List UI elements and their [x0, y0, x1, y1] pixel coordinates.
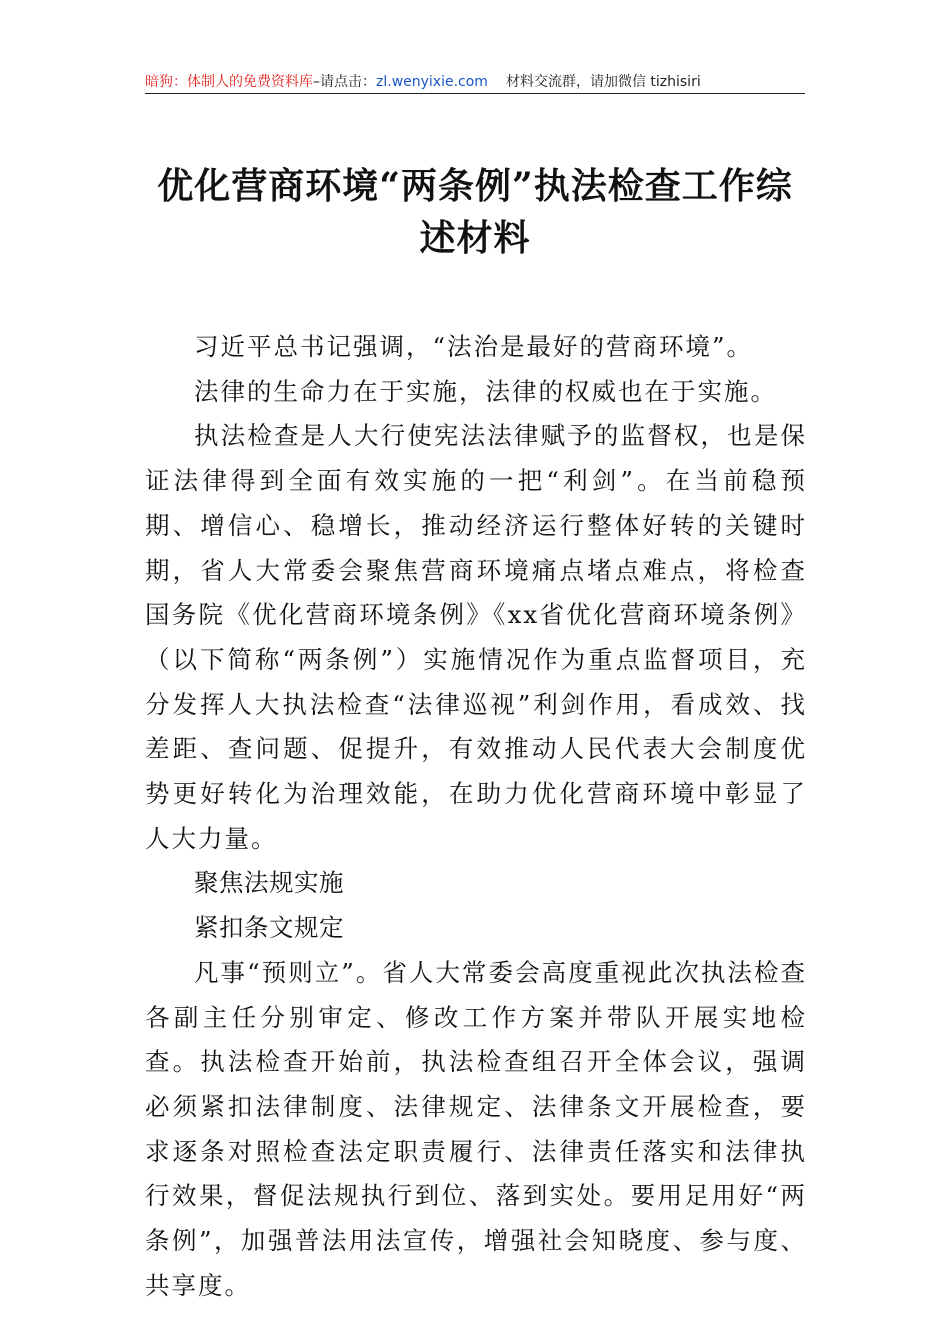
- body-paragraph: 执法检查是人大行使宪法法律赋予的监督权，也是保证法律得到全面有效实施的一把“利剑”。在当前稳预期、增信心、稳增长，推动经济运行整体好转的关键时期，省人大常委会聚焦营商环境痛点堵点难点，将检查国务院《优化营商环境条例》《xx省优化营商环境条例》（以下简称“两条例”）实施情况作为重点监督项目，充分发挥人大执法检查“法律巡视”利剑作用，看成效、找差距、查问题、促提升，有效推动人民代表大会制度优势更好转化为治理效能，在助力优化营商环境中彰显了人大力量。: [145, 421, 807, 853]
- body-paragraph: 法律的生命力在于实施，法律的权威也在于实施。: [194, 376, 777, 406]
- section-heading: 聚焦法规实施: [194, 868, 344, 898]
- document-body: [145, 325, 807, 1308]
- header-group-info: 材料交流群，请加微信 tizhisiri: [505, 74, 701, 90]
- page-header: [145, 70, 805, 94]
- title-line-1: 优化营商环境“两条例”执法检查工作综: [157, 165, 793, 207]
- header-click-prompt: –请点击：: [313, 74, 376, 90]
- header-site-name: 暗狗：体制人的免费资料库: [145, 74, 313, 90]
- document-title: [145, 160, 805, 264]
- body-paragraph: 凡事“预则立”。省人大常委会高度重视此次执法检查各副主任分别审定、修改工作方案并带队开展实地检查。执法检查开始前，执法检查组召开全体会议，强调必须紧扣法律制度、法律规定、法律条文开展检查，要求逐条对照检查法定职责履行、法律责任落实和法律执行效果，督促法规执行到位、落到实处。要用足用好“两条例”，加强普法用法宣传，增强社会知晓度、参与度、共享度。: [145, 957, 807, 1300]
- body-paragraph: 习近平总书记强调，“法治是最好的营商环境”。: [194, 332, 754, 361]
- title-line-2: 述材料: [419, 217, 531, 259]
- subsection-heading: 紧扣条文规定: [194, 913, 344, 943]
- header-url-link[interactable]: zl.wenyixie.com: [376, 74, 488, 90]
- header-divider: [145, 93, 805, 94]
